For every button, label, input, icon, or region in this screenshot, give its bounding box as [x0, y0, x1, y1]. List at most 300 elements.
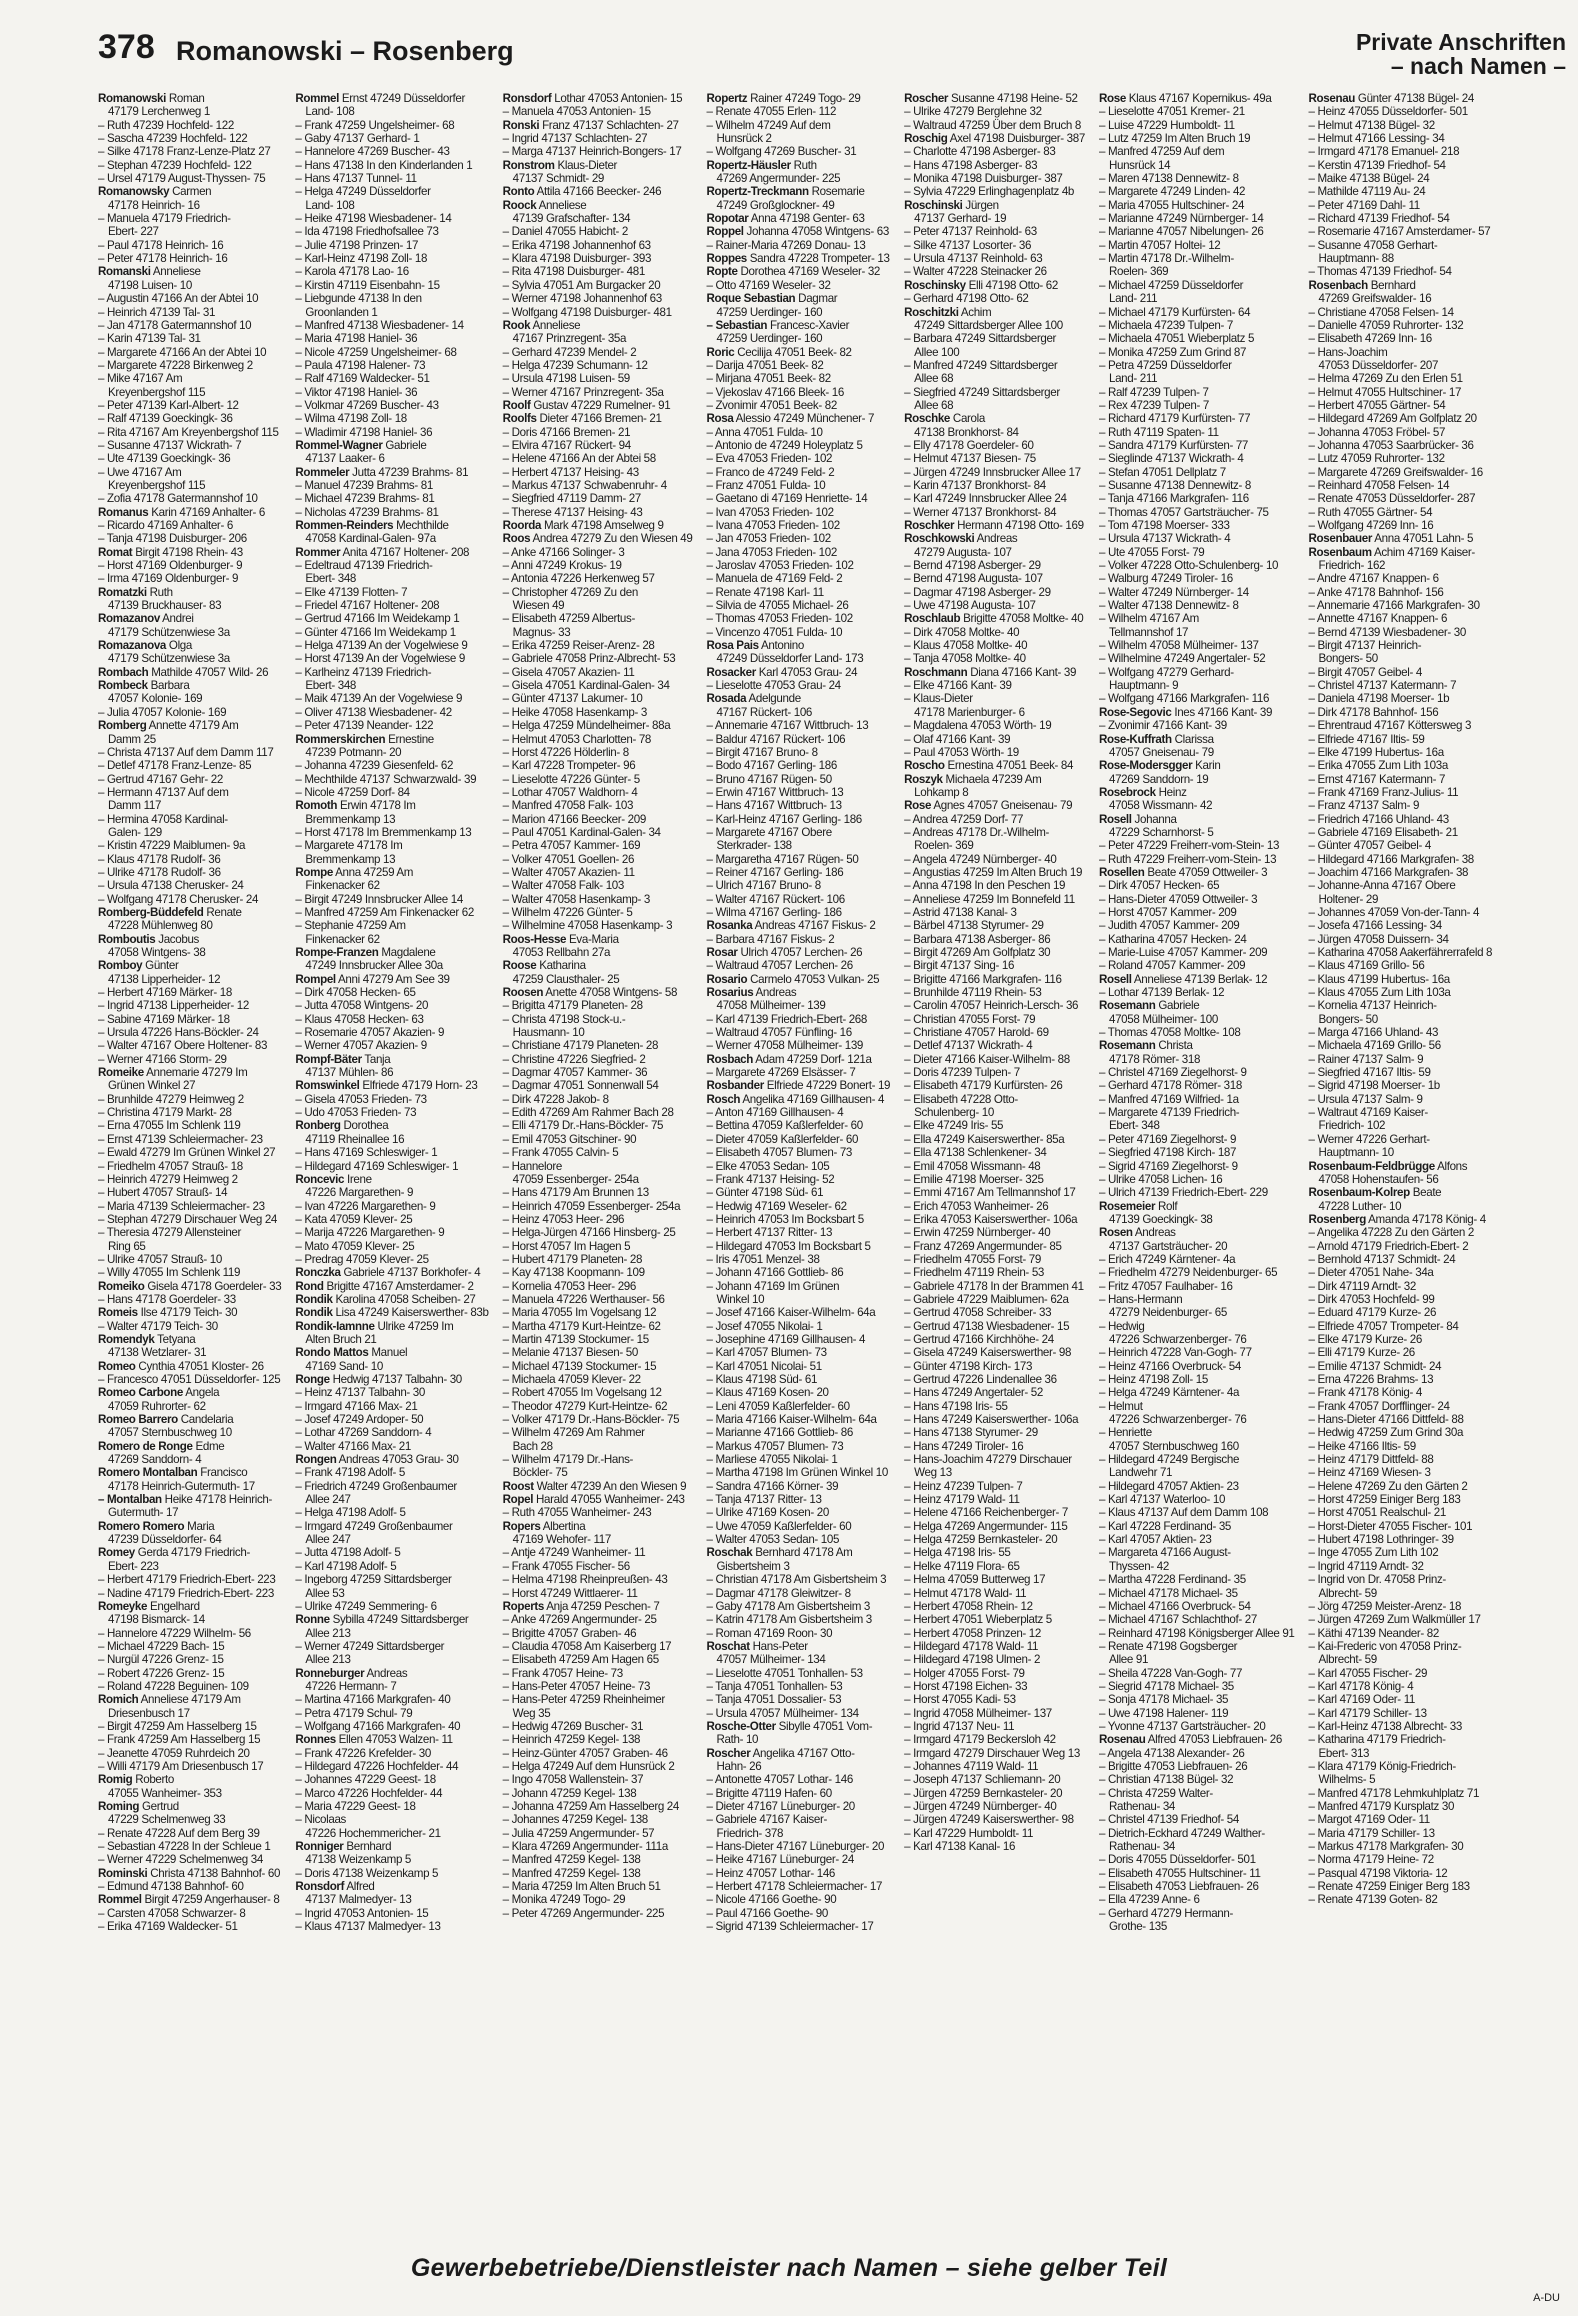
entry-details: Lisa 47249 Kaiserswerther- 83b: [335, 1306, 489, 1320]
entry-details: – Liebgunde 47138 In den: [295, 292, 422, 306]
directory-entry: [98, 692, 281, 705]
entry-surname: Rose: [904, 799, 932, 813]
entry-details: – Erna 47055 Im Schlenk 119: [98, 1119, 241, 1133]
directory-entry: [1099, 626, 1295, 639]
entry-details: – Leni 47059 Kaßlerfelder- 60: [706, 1399, 850, 1413]
entry-continuation: Landwehr 71: [1108, 1466, 1173, 1480]
entry-details: – Heinz 47169 Wiesen- 3: [1308, 1466, 1431, 1480]
entry-details: – Martin 47139 Stockumer- 15: [502, 1332, 649, 1346]
directory-entry: [503, 1640, 693, 1653]
directory-entry: [503, 1867, 693, 1880]
entry-details: – Rainer 47137 Salm- 9: [1308, 1052, 1424, 1066]
directory-entry: [503, 1186, 693, 1199]
directory-entry: [295, 1013, 488, 1026]
entry-details: – Dietrich-Eckhard 47249 Walther-: [1098, 1826, 1265, 1840]
entry-details: – Karl 47051 Nicolai- 51: [706, 1359, 822, 1373]
entry-details: – Holger 47055 Forst- 79: [904, 1666, 1025, 1680]
entry-details: – Silke 47178 Franz-Lenze-Platz 27: [98, 145, 271, 159]
directory-entry: [1099, 1119, 1295, 1132]
directory-entry: [1099, 706, 1295, 719]
entry-details: – Manuela 47053 Antonien- 15: [502, 105, 651, 119]
entry-surname: Rosbander: [706, 1079, 764, 1093]
entry-details: – Gertrud 47166 Kirchhöhe- 24: [904, 1332, 1054, 1346]
entry-details: – Doris 47138 Weizenkamp 5: [295, 1866, 439, 1880]
directory-entry: [98, 1506, 281, 1519]
entry-continuation: 47269 Angermunder- 225: [716, 172, 841, 186]
entry-details: – Helke 47119 Flora- 65: [904, 1559, 1020, 1573]
entry-continuation: 47198 Luisen- 10: [108, 278, 193, 292]
entry-details: – Hannelore: [502, 1159, 562, 1173]
entry-continuation: 47269 Greifswalder- 16: [1318, 292, 1432, 306]
entry-details: – Mechthilde 47137 Schwarzwald- 39: [295, 772, 477, 786]
directory-entry: [1309, 319, 1493, 332]
entry-details: – Melanie 47137 Biesen- 50: [502, 1346, 638, 1360]
entry-details: – Waltraud 47259 Über dem Bruch 8: [904, 118, 1081, 132]
directory-entry: [706, 1853, 890, 1866]
entry-details: – Lutz 47259 Im Alten Bruch 19: [1098, 132, 1251, 146]
directory-entry: [706, 105, 890, 118]
entry-continuation: Ring 65: [108, 1239, 146, 1253]
directory-entry: [295, 1573, 488, 1586]
directory-entry: [1099, 546, 1295, 559]
directory-entry: [295, 1373, 488, 1386]
directory-entry: [706, 1226, 890, 1239]
entry-details: – Gerhard 47279 Hermann-: [1098, 1906, 1233, 1920]
directory-entry: [295, 159, 488, 172]
directory-entry: [706, 1093, 890, 1106]
directory-entry: [1099, 679, 1295, 692]
directory-entry: [98, 746, 281, 759]
directory-entry: [503, 1053, 693, 1066]
entry-continuation: Friedrich- 162: [1318, 559, 1386, 573]
entry-continuation: Kreyenbergshof 115: [108, 385, 206, 399]
entry-details: Elli 47198 Otto- 62: [968, 278, 1059, 292]
directory-entry: [1309, 853, 1493, 866]
directory-entry: [1099, 559, 1295, 572]
entry-details: – Hans 47137 Tunnel- 11: [295, 172, 417, 186]
entry-details: Andreas: [366, 1666, 408, 1680]
directory-entry: [503, 1306, 693, 1319]
entry-details: Alfons: [1437, 1159, 1468, 1173]
directory-entry: [1099, 612, 1295, 625]
directory-entry: [295, 1747, 488, 1760]
entry-details: – Ernst 47167 Katermann- 7: [1308, 772, 1446, 786]
entry-details: – Michael 47139 Stockumer- 15: [502, 1359, 657, 1373]
directory-entry: [295, 132, 488, 145]
entry-surname: Rond: [295, 1279, 324, 1293]
directory-entry: [904, 92, 1085, 105]
entry-continuation: 47179 Schützenwiese 3a: [108, 625, 230, 639]
entry-details: – Ulrike 47057 Strauß- 10: [98, 1252, 223, 1266]
directory-entry: [503, 1667, 693, 1680]
entry-details: Edme: [195, 1439, 225, 1453]
entry-details: – Otto 47169 Weseler- 32: [706, 278, 831, 292]
directory-entry: [904, 372, 1085, 385]
entry-details: – Ernst 47139 Schleiermacher- 23: [98, 1132, 263, 1146]
directory-entry: [503, 1573, 693, 1586]
directory-entry: [295, 1680, 488, 1693]
directory-entry: [904, 466, 1085, 479]
entry-details: – Marliese 47055 Nikolai- 1: [706, 1453, 838, 1467]
entry-details: Michaela 47239 Am: [945, 772, 1042, 786]
entry-details: – Karl 47139 Friedrich-Ebert- 268: [706, 1012, 867, 1026]
entry-details: Anna 47051 Lahn- 5: [1374, 532, 1474, 546]
entry-details: – Ralf 47169 Waldecker- 51: [295, 372, 430, 386]
entry-details: – Paul 47178 Heinrich- 16: [98, 238, 224, 252]
entry-details: – Peter 47169 Dahl- 11: [1308, 198, 1420, 212]
directory-entry: [295, 532, 488, 545]
directory-entry: [1099, 1333, 1295, 1346]
entry-details: – Roland 47057 Kammer- 209: [1098, 959, 1246, 973]
directory-entry: [503, 813, 693, 826]
directory-entry: [1309, 1386, 1493, 1399]
section-label: [1356, 30, 1566, 78]
entry-details: – Antonio de 47249 Holeyplatz 5: [706, 438, 863, 452]
entry-details: – Ingrid 47058 Mülheimer- 137: [904, 1706, 1052, 1720]
entry-details: Ilse 47179 Teich- 30: [140, 1306, 238, 1320]
directory-entry: [1309, 1653, 1493, 1666]
directory-entry: [503, 1133, 693, 1146]
entry-continuation: Wiesen 49: [512, 599, 565, 613]
directory-entry: [295, 1880, 488, 1893]
directory-entry: [706, 1360, 890, 1373]
directory-entry: [1309, 1787, 1493, 1800]
entry-details: – Dagmar 47178 Gleiwitzer- 8: [706, 1586, 851, 1600]
entry-details: Anette 47058 Wintgens- 58: [545, 986, 678, 1000]
directory-entry: [295, 239, 488, 252]
entry-details: – Emil 47058 Wissmann- 48: [904, 1159, 1041, 1173]
directory-entry: [295, 426, 488, 439]
entry-continuation: Weg 35: [512, 1706, 551, 1720]
entry-details: – Stephan 47239 Hochfeld- 122: [98, 158, 252, 172]
directory-entry: [503, 652, 693, 665]
entry-details: – Hans 47198 Iris- 55: [904, 1399, 1008, 1413]
directory-entry: [98, 612, 281, 625]
entry-details: – Gertrud 47058 Schreiber- 33: [904, 1306, 1052, 1320]
entry-details: Gertrud: [141, 1800, 179, 1813]
directory-entry: [1099, 1493, 1295, 1506]
directory-entry: [706, 1200, 890, 1213]
directory-entry: [904, 879, 1085, 892]
entry-details: – Volkmar 47269 Buscher- 43: [295, 398, 439, 412]
entry-details: – Elisabeth 47228 Otto-: [904, 1092, 1018, 1106]
entry-continuation: Hunsrück 2: [716, 132, 772, 146]
directory-entry: [98, 506, 281, 519]
directory-entry: [1309, 1266, 1493, 1279]
entry-continuation: Finkenacker 62: [305, 932, 380, 946]
entry-continuation: 47137 Mühlen- 86: [305, 1066, 394, 1080]
entry-surname: Roschkowski: [904, 532, 975, 546]
entry-surname: Rompf-Bäter: [295, 1052, 362, 1066]
directory-entry: [904, 546, 1085, 559]
directory-entry: [98, 719, 281, 732]
directory-entry: [295, 92, 488, 105]
directory-entry: [1309, 225, 1493, 238]
directory-entry: [1099, 439, 1295, 452]
directory-entry: [904, 813, 1085, 826]
directory-entry: [1309, 1333, 1493, 1346]
entry-surname: Ronczka: [295, 1266, 341, 1280]
directory-entry: [503, 973, 693, 986]
entry-details: – Werner 47249 Sittardsberger: [295, 1639, 445, 1653]
entry-continuation: Kreyenbergshof 115: [108, 478, 206, 492]
directory-entry: [295, 1813, 488, 1826]
entry-details: – Manuela 47179 Friedrich-: [98, 212, 231, 226]
entry-details: – Hermina 47058 Kardinal-: [98, 812, 228, 826]
directory-entry: [98, 1827, 281, 1840]
entry-surname: Romat: [98, 545, 133, 559]
directory-entry: [503, 479, 693, 492]
directory-entry: [98, 532, 281, 545]
entry-details: – Ursula 47137 Salm- 9: [1308, 1092, 1423, 1106]
directory-entry: [295, 1867, 488, 1880]
entry-details: – Franco de 47249 Feld- 2: [706, 465, 835, 479]
entry-details: – Tom 47198 Moerser- 333: [1098, 519, 1230, 532]
entry-details: – Sigrid 47198 Moerser- 1b: [1308, 1079, 1440, 1093]
directory-entry: [295, 306, 488, 319]
directory-entry: [1309, 1093, 1493, 1106]
directory-entry: [295, 1533, 488, 1546]
entry-details: – Ingrid 47053 Antonien- 15: [295, 1906, 429, 1920]
entry-details: – Horst 47249 Wittlaerer- 11: [502, 1586, 638, 1600]
entry-details: – Lothar 47057 Waldhorn- 4: [502, 785, 638, 799]
directory-entry: [706, 1773, 890, 1786]
entry-details: – Margarete 47178 Im: [295, 839, 403, 853]
entry-details: – Marianne 47057 Nibelungen- 26: [1098, 225, 1264, 239]
directory-entry: [1309, 1426, 1493, 1439]
entry-details: – Hedwig 47259 Zum Grind 30a: [1308, 1426, 1464, 1440]
entry-continuation: 47139 Grafschafter- 134: [512, 212, 631, 226]
directory-entry: [904, 519, 1085, 532]
entry-details: – Willy 47055 Im Schlenk 119: [98, 1266, 241, 1280]
directory-entry: [1309, 1293, 1493, 1306]
entry-details: – Franz 47137 Salm- 9: [1308, 799, 1420, 813]
directory-entry: [706, 733, 890, 746]
entry-details: – Manfred 47178 Lehmkuhlplatz 71: [1308, 1786, 1480, 1800]
directory-entry: [503, 1760, 693, 1773]
directory-entry: [706, 813, 890, 826]
directory-entry: [1099, 973, 1295, 986]
directory-entry: [98, 839, 281, 852]
entry-details: – Uwe 47198 Augusta- 107: [904, 599, 1036, 613]
entry-details: – Wilhelm 47179 Dr.-Hans-: [502, 1453, 634, 1467]
directory-entry: [1099, 933, 1295, 946]
entry-details: – Helga-Jürgen 47166 Hinsberg- 25: [502, 1226, 676, 1240]
directory-entry: [1099, 225, 1295, 238]
entry-details: – Paul 47053 Wörth- 19: [904, 745, 1019, 759]
entry-surname: Rombach: [98, 665, 149, 679]
directory-entry: [1099, 1840, 1295, 1853]
directory-entry: [295, 853, 488, 866]
directory-entry: [1099, 652, 1295, 665]
entry-details: – Helene 47166 An der Abtei 58: [502, 452, 656, 466]
entry-surname: Rominski: [98, 1866, 148, 1880]
directory-entry: [706, 346, 890, 359]
directory-entry: [1309, 1360, 1493, 1373]
directory-entry: [98, 813, 281, 826]
entry-continuation: Bongers- 50: [1318, 1012, 1378, 1026]
entry-details: – Wilhelm 47269 Am Rahmer: [502, 1426, 645, 1440]
entry-details: Bernhard 47178 Am: [755, 1546, 853, 1560]
directory-entry: [706, 1160, 890, 1173]
directory-entry: [1099, 1186, 1295, 1199]
entry-details: Franz 47137 Schlachten- 27: [542, 118, 679, 132]
directory-entry: [295, 746, 488, 759]
directory-entry: [1309, 452, 1493, 465]
directory-entry: [1309, 1760, 1493, 1773]
entry-surname: Rosche-Otter: [706, 1719, 776, 1733]
entry-details: – Irmgard 47178 Emanuel- 218: [1308, 145, 1460, 159]
directory-entry: [503, 1653, 693, 1666]
directory-entry: [98, 332, 281, 345]
entry-surname: Rosemann: [1098, 999, 1156, 1013]
directory-entry: [503, 773, 693, 786]
entry-details: – Wolfgang 47269 Inn- 16: [1308, 519, 1434, 532]
directory-entry: [1099, 319, 1295, 332]
entry-details: – Hans 47249 Angertaler- 52: [904, 1386, 1043, 1400]
entry-details: – Frank 47169 Franz-Julius- 11: [1308, 785, 1459, 799]
directory-entry: [295, 1226, 488, 1239]
entry-continuation: Damm 25: [108, 732, 156, 746]
entry-details: – Helma 47059 Butterweg 17: [904, 1573, 1046, 1587]
entry-details: – Hans-Peter 47259 Rheinheimer: [502, 1693, 665, 1707]
directory-entry: [98, 132, 281, 145]
directory-entry: [1099, 1480, 1295, 1493]
entry-details: – Magdalena 47053 Wörth- 19: [904, 719, 1052, 733]
directory-entry: [1099, 1613, 1295, 1626]
entry-continuation: Sterkrader- 138: [716, 839, 792, 853]
entry-details: – Maria 47055 Hultschiner- 24: [1098, 198, 1245, 212]
directory-entry: [706, 1627, 890, 1640]
directory-entry: [98, 786, 281, 799]
directory-entry: [706, 1280, 890, 1293]
directory-entry: [1309, 1373, 1493, 1386]
directory-entry: [98, 1853, 281, 1866]
directory-entry: [706, 132, 890, 145]
entry-details: – Friedhelm 47057 Strauß- 18: [98, 1159, 243, 1173]
directory-entry: [295, 692, 488, 705]
entry-details: – Günter 47166 Im Weidekamp 1: [295, 625, 456, 639]
entry-continuation: 47137 Gartsträucher- 20: [1108, 1239, 1228, 1253]
directory-entry: [1309, 959, 1493, 972]
directory-entry: [1099, 1640, 1295, 1653]
entry-continuation: Grothe- 135: [1108, 1920, 1167, 1934]
directory-entry: [98, 1333, 281, 1346]
directory-entry: [1309, 1600, 1493, 1613]
directory-entry: [706, 519, 890, 532]
entry-details: – Anton 47169 Gillhausen- 4: [706, 1106, 844, 1120]
entry-details: – Mato 47059 Klever- 25: [295, 1239, 415, 1253]
entry-details: – Theresia 47279 Allensteiner: [98, 1226, 242, 1240]
directory-entry: [1309, 773, 1493, 786]
entry-details: Carmen: [172, 185, 212, 199]
entry-details: Anneliese 47139 Berlak- 12: [1133, 972, 1268, 986]
directory-entry: [904, 1466, 1085, 1479]
directory-entry: [706, 1667, 890, 1680]
entry-details: – Friedrich 47249 Großenbaumer: [295, 1479, 457, 1493]
directory-entry: [1309, 572, 1493, 585]
directory-entry: [706, 119, 890, 132]
entry-surname: Ronberg: [295, 1119, 341, 1133]
entry-details: – Johanna 47239 Giesenfeld- 62: [295, 759, 454, 773]
directory-entry: [98, 546, 281, 559]
entry-continuation: 47239 Düsseldorfer- 64: [108, 1533, 222, 1547]
entry-details: – Ulrike 47169 Kosen- 20: [706, 1506, 829, 1520]
entry-details: – Astrid 47138 Kanal- 3: [904, 905, 1017, 919]
entry-details: – Helmut 47166 Lessing- 34: [1308, 132, 1445, 146]
listing-columns: [98, 92, 1558, 2222]
entry-details: – Ida 47198 Friedhofsallee 73: [295, 225, 439, 239]
entry-details: – Claudia 47058 Am Kaiserberg 17: [502, 1639, 672, 1653]
entry-details: – Elke 47053 Sedan- 105: [706, 1159, 830, 1173]
entry-details: – Rita 47167 Am Kreyenbergshof 115: [98, 425, 279, 439]
entry-details: – Heike 47058 Hasenkamp- 3: [502, 705, 647, 719]
entry-surname: Romanski: [98, 265, 151, 279]
directory-entry: [1099, 1533, 1295, 1546]
entry-details: – Julie 47198 Prinzen- 17: [295, 238, 419, 252]
entry-details: – Heinrich 47259 Kegel- 138: [502, 1733, 641, 1747]
directory-entry: [706, 1893, 890, 1906]
entry-details: Jutta 47239 Brahms- 81: [352, 465, 469, 479]
entry-details: – Margarete 47139 Friedrich-: [1098, 1106, 1240, 1120]
entry-details: – Brigitta 47179 Planeten- 28: [502, 999, 643, 1013]
directory-entry: [1099, 292, 1295, 305]
entry-details: – Ulrich 47139 Friedrich-Ebert- 229: [1098, 1186, 1268, 1200]
entry-details: – Kata 47059 Klever- 25: [295, 1212, 413, 1226]
entry-continuation: Bach 28: [512, 1439, 553, 1453]
entry-surname: Romich: [98, 1693, 139, 1707]
entry-details: – Lieselotte 47226 Günter- 5: [502, 772, 640, 786]
entry-details: – Helga 47249 Düsseldorfer: [295, 185, 431, 199]
entry-surname: Rondik-Iamnne: [295, 1319, 375, 1333]
directory-entry: [706, 1213, 890, 1226]
directory-entry: [904, 119, 1085, 132]
entry-details: – Karl 47178 König- 4: [1308, 1679, 1414, 1693]
directory-entry: [295, 1907, 488, 1920]
entry-details: – Werner 47229 Schelmenweg 34: [98, 1853, 263, 1867]
entry-details: – Werner 47057 Akazien- 9: [295, 1039, 427, 1053]
entry-continuation: 47057 Kolonie- 169: [108, 692, 203, 706]
directory-entry: [904, 1573, 1085, 1586]
directory-entry: [295, 1560, 488, 1573]
entry-continuation: 47139 Goeckingk- 38: [1108, 1212, 1213, 1226]
entry-details: Brigitte 47167 Amsterdamer- 2: [326, 1279, 474, 1293]
entry-details: Ernestina 47051 Beek- 84: [947, 759, 1074, 773]
entry-details: – Waltraud 47057 Lerchen- 26: [706, 959, 853, 973]
entry-details: – Vjekoslav 47166 Bleek- 16: [706, 385, 844, 399]
entry-details: Birgit 47198 Rhein- 43: [135, 545, 243, 559]
directory-entry: [295, 212, 488, 225]
directory-entry: [1309, 1587, 1493, 1600]
entry-details: – Gaby 47137 Gerhard- 1: [295, 132, 420, 146]
entry-details: – Josefa 47166 Lessing- 34: [1308, 919, 1442, 933]
entry-surname: Rommel: [98, 1893, 142, 1907]
entry-details: – Luise 47229 Humboldt- 11: [1098, 118, 1235, 132]
entry-details: – Karl 47249 Innsbrucker Allee 24: [904, 492, 1067, 506]
entry-continuation: 47178 Heinrich- 16: [108, 198, 200, 212]
directory-entry: [904, 1280, 1085, 1293]
entry-surname: Roming: [98, 1800, 140, 1813]
directory-entry: [1309, 1867, 1493, 1880]
directory-entry: [706, 546, 890, 559]
entry-details: – Sieglinde 47137 Wickrath- 4: [1098, 452, 1244, 466]
entry-details: – Sonja 47178 Michael- 35: [1098, 1693, 1229, 1707]
entry-details: – Erna 47226 Brahms- 13: [1308, 1373, 1434, 1386]
entry-details: – Martin 47057 Holtei- 12: [1098, 238, 1221, 252]
entry-surname: Ropte: [706, 265, 738, 279]
entry-surname: Romboutis: [98, 932, 156, 946]
directory-entry: [1309, 1119, 1493, 1132]
